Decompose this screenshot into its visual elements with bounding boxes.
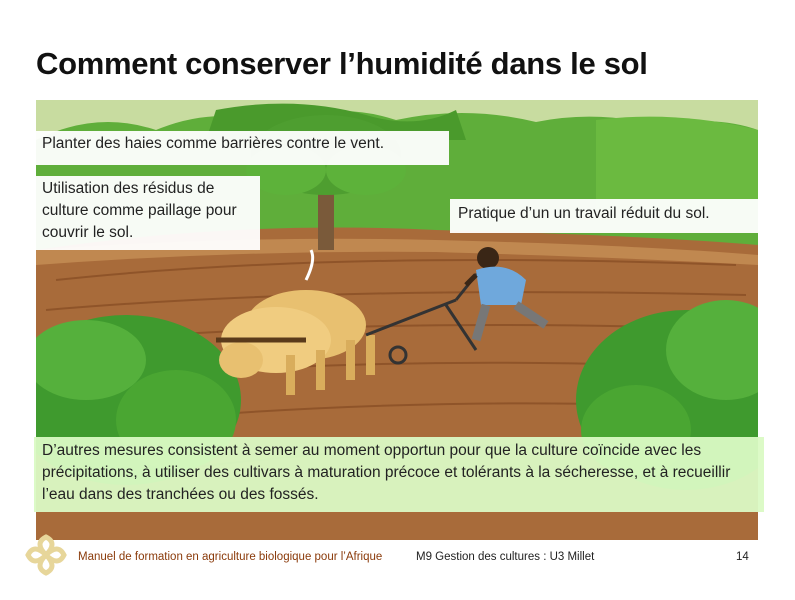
ornament-logo-icon	[24, 533, 68, 577]
callout-reduced-tillage: Pratique d’un un travail réduit du sol.	[450, 199, 762, 233]
callout-hedges: Planter des haies comme barrières contre le vent.	[34, 131, 449, 165]
page-number: 14	[736, 551, 749, 563]
callout-mulch: Utilisation des résidus de culture comme paillage pour couvrir le sol.	[34, 176, 260, 250]
footer-manual: Manuel de formation en agriculture biologique pour l’Afrique	[78, 551, 383, 563]
slide-title: Comment conserver l’humidité dans le sol	[36, 46, 648, 81]
note-box: D’autres mesures consistent à semer au moment opportun pour que la culture coïncide avec les précipitations, à utiliser des cultivars à maturation précoce et tolérants à la sécheresse, et à recueillir l’eau dans des tranchées ou des fossés.	[34, 437, 764, 512]
footer-module: M9 Gestion des cultures : U3 Millet	[416, 551, 595, 563]
